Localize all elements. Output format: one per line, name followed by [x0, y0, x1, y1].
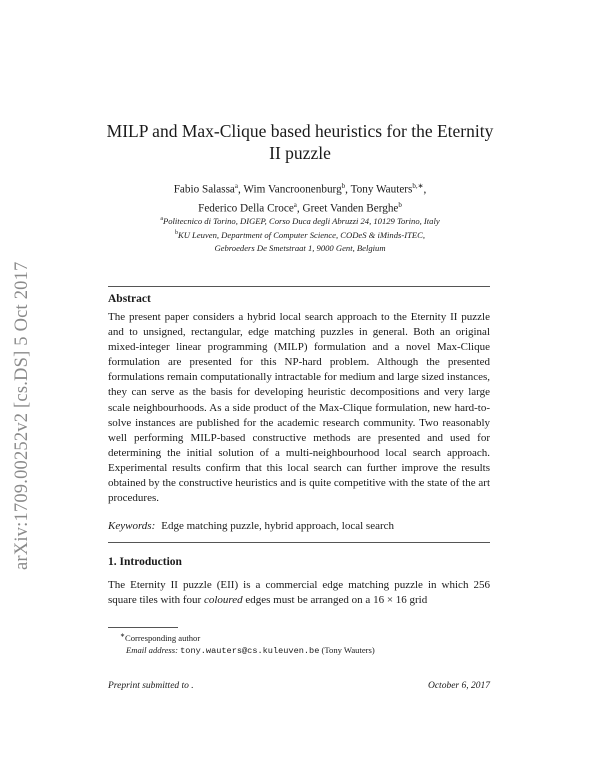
keywords-text: Edge matching puzzle, hybrid approach, local search [161, 520, 395, 532]
preprint-date: October 6, 2017 [427, 681, 490, 691]
affiliation-b: $^b$KU Leuven, Department of Computer Science, CODeS & iMinds-ITEC, [174, 230, 426, 241]
author-name: Federico Della Croce [198, 202, 294, 215]
footnote-email [120, 644, 375, 657]
author-name: Greet Vanden Berghe [302, 202, 399, 215]
email-link[interactable]: tony.wauters@cs.kuleuven.be [180, 645, 320, 656]
email-label: Email address: [126, 644, 178, 655]
footnote-corresponding: ∗Corresponding author [120, 632, 201, 643]
author-name: Wim Vancroonenburg [243, 183, 342, 196]
arxiv-identifier[interactable]: arXiv:1709.00252v2 [cs.DS] 5 Oct 2017 [12, 261, 32, 570]
email-name: (Tony Wauters) [321, 644, 375, 655]
author-affil-mark: a [293, 200, 297, 209]
author-list [110, 179, 490, 216]
section-heading-introduction: 1. Introduction [108, 556, 182, 568]
affiliation-a: $^a$Politecnico di Torino, DIGEP, Corso Duca degli Abruzzi 24, 10129 Torino, Italy [160, 215, 440, 226]
title-line-1: MILP and Max-Clique based heuristics for the Eternity [106, 121, 494, 141]
author-affil-mark: b [341, 182, 346, 190]
footnote [120, 630, 375, 657]
author-affil-mark: a [234, 182, 239, 190]
affiliations [110, 213, 490, 254]
author-name: Tony Wauters [350, 183, 413, 196]
affiliation-b-line-2: Gebroeders De Smetstraat 1, 9000 Gent, Belgium [214, 242, 386, 253]
keywords-label: Keywords: [108, 520, 156, 532]
title-line-2: II puzzle [269, 143, 331, 163]
preprint-note: Preprint submitted to . [108, 681, 194, 691]
author-affil-mark: b [398, 200, 402, 209]
abstract-heading: Abstract [108, 293, 151, 305]
abstract-top-rule [108, 286, 490, 287]
arxiv-sidebar [4, 210, 44, 570]
introduction-paragraph: The Eternity II puzzle (EII) is a commercial edge matching puzzle in which 256 square tiles with four coloured edges must be arranged on a 16 × 16 grid [108, 579, 490, 607]
author-affil-mark: b,∗ [412, 182, 424, 190]
paper-title [90, 120, 510, 164]
author-line-1: Fabio Salassa$^a$, Wim Vancroonenburg$^b$, Tony Wauters$^{b,∗}$, [173, 182, 427, 196]
abstract-body: The present paper considers a hybrid local search approach to the Eternity II puzzle and to unsigned, rectangular, edge matching puzzles in general. Both an original mixed-integer linear programming (MILP) formulation and a novel Max-Clique formulation are presented for this NP-hard problem. Although the presented formulations remain computationally intractable for medium and large sized instances, they can serve as the basis for developing heuristic decompositions and very large scale neighbourhoods. As a side product of the Max-Clique formulation, new hard-to-solve instances are published for the academic research community. Two reasonably well performing MILP-based constructive methods are presented and used for determining the initial solution of a multi-neighbourhood local search approach. Experimental results confirm that this local search can further improve the results obtained by the constructive heuristics and is quite competitive with the state of the art procedures. [108, 311, 490, 505]
keywords [108, 520, 490, 532]
author-line-2: Federico Della Croce$^a$, Greet Vanden Berghe$^b$ [198, 200, 402, 215]
author-name: Fabio Salassa [173, 183, 235, 196]
abstract-bottom-rule [108, 542, 490, 543]
footnote-rule [108, 627, 178, 628]
